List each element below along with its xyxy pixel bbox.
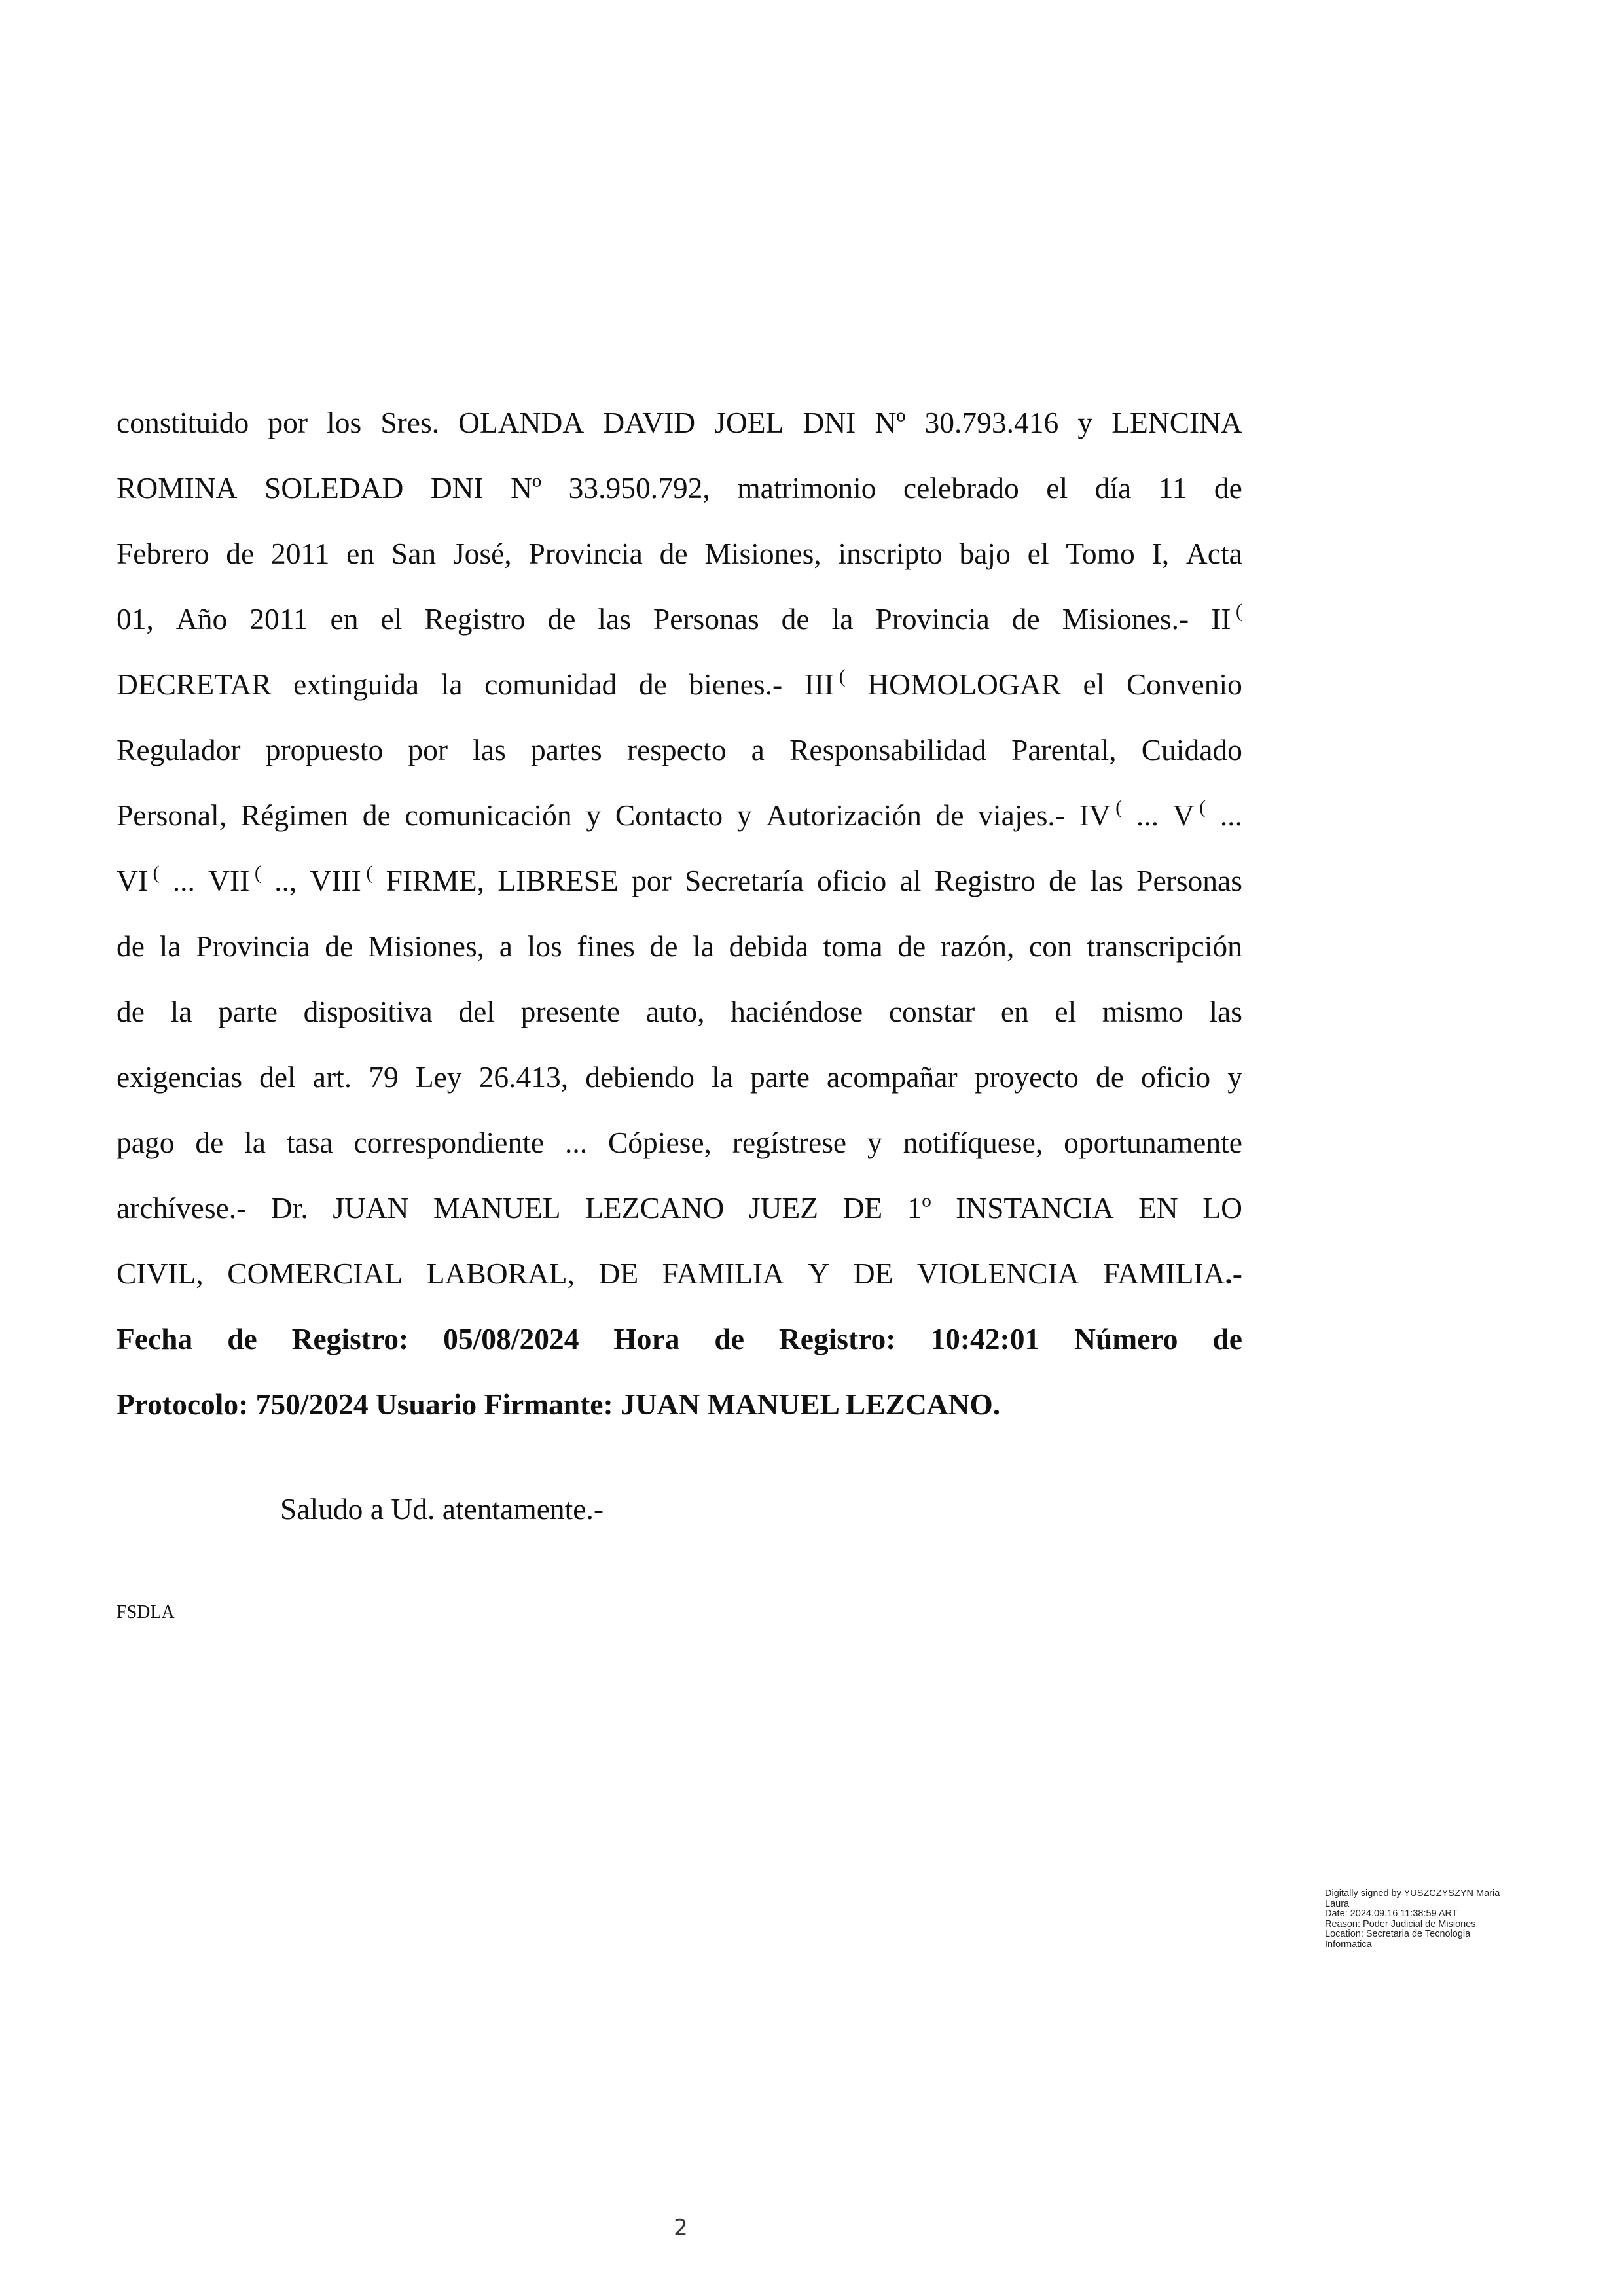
text-word: Registro: bbox=[291, 1322, 409, 1355]
text-word: SOLEDAD bbox=[264, 471, 404, 505]
text-word: Fecha bbox=[117, 1322, 193, 1355]
text-word: la bbox=[831, 602, 854, 636]
text-word: de bbox=[117, 995, 145, 1028]
text-word: de bbox=[1214, 471, 1242, 505]
text-word: el bbox=[1083, 668, 1105, 701]
text-line bbox=[117, 1045, 1242, 1110]
text-word: 26.413, bbox=[478, 1060, 569, 1094]
digital-signature-block bbox=[1325, 1889, 1547, 1950]
text-line bbox=[117, 848, 1242, 914]
text-word: fines bbox=[577, 929, 635, 963]
text-word: Acta bbox=[1185, 537, 1242, 570]
text-word: 1º bbox=[907, 1191, 931, 1225]
text-line bbox=[117, 1110, 1242, 1175]
text-word: 30.793.416 bbox=[924, 406, 1059, 439]
text-word: José, bbox=[452, 537, 512, 570]
signature-location-cont: Informatica bbox=[1325, 1939, 1372, 1950]
text-word: y bbox=[1077, 406, 1093, 439]
text-word: los bbox=[527, 929, 562, 963]
text-word: toma bbox=[823, 929, 883, 963]
text-word: la bbox=[441, 668, 463, 701]
text-word: Año bbox=[175, 602, 228, 636]
text-word: de bbox=[226, 537, 255, 570]
text-word: la bbox=[244, 1126, 266, 1159]
signature-date: Date: 2024.09.16 11:38:59 ART bbox=[1325, 1909, 1458, 1919]
text-word: por bbox=[408, 733, 448, 766]
resolution-text bbox=[117, 390, 1242, 1437]
text-word: constituido bbox=[117, 406, 249, 439]
text-word: Número bbox=[1074, 1322, 1178, 1355]
text-word: JOEL bbox=[714, 406, 784, 439]
text-word: de bbox=[649, 929, 678, 963]
text-word: debida bbox=[729, 929, 808, 963]
text-word: la bbox=[712, 1060, 733, 1094]
parenthesis-mark: ( bbox=[834, 666, 846, 687]
text-word: V ( bbox=[1172, 797, 1206, 832]
text-word: LEZCANO bbox=[585, 1191, 725, 1225]
text-word: y bbox=[586, 798, 602, 832]
text-word: Misiones, bbox=[704, 537, 821, 570]
text-word: comunidad bbox=[484, 668, 617, 701]
text-word: y bbox=[867, 1126, 882, 1159]
text-word: de bbox=[935, 798, 964, 832]
text-word: proyecto bbox=[974, 1060, 1079, 1094]
text-word: bajo bbox=[959, 537, 1011, 570]
text-word: oficio bbox=[1140, 1060, 1211, 1094]
text-word: comunicación bbox=[405, 798, 572, 832]
text-word: HOMOLOGAR bbox=[867, 668, 1061, 701]
text-word: Cuidado bbox=[1141, 733, 1242, 766]
text-word: pago bbox=[117, 1126, 175, 1159]
text-word: Personal, bbox=[117, 798, 227, 832]
text-word: matrimonio bbox=[737, 471, 876, 505]
parenthesis-mark: ( bbox=[1194, 797, 1206, 818]
text-word: de bbox=[1095, 1060, 1124, 1094]
text-line bbox=[117, 586, 1242, 652]
text-word: partes bbox=[531, 733, 602, 766]
text-line bbox=[117, 717, 1242, 783]
text-word: el bbox=[1055, 995, 1077, 1028]
text-word: propuesto bbox=[265, 733, 384, 766]
text-word: por bbox=[632, 864, 672, 897]
text-word: Provincia bbox=[875, 602, 990, 636]
text-word: del bbox=[259, 1060, 296, 1094]
text-word: de bbox=[117, 929, 145, 963]
text-word: constar bbox=[888, 995, 975, 1028]
text-line-last bbox=[117, 1372, 1242, 1437]
text-line bbox=[117, 1175, 1242, 1241]
text-word: EN bbox=[1138, 1191, 1178, 1225]
text-word: la bbox=[170, 995, 192, 1028]
text-word: acompañar bbox=[827, 1060, 958, 1094]
text-word: tasa bbox=[286, 1126, 333, 1159]
text-word: y bbox=[736, 798, 752, 832]
text-word: de bbox=[325, 929, 353, 963]
text-word: 79 bbox=[369, 1060, 399, 1094]
text-word: 2011 bbox=[249, 602, 308, 636]
parenthesis-mark: ( bbox=[361, 862, 373, 884]
parenthesis-mark: ( bbox=[249, 862, 261, 884]
text-word: .., bbox=[274, 864, 297, 897]
text-word: Autorización bbox=[766, 798, 922, 832]
text-word: OLANDA bbox=[458, 406, 585, 439]
text-word: bienes.- bbox=[689, 668, 783, 701]
text-word: con bbox=[1029, 929, 1072, 963]
text-word: exigencias bbox=[117, 1060, 243, 1094]
text-word: Responsabilidad bbox=[789, 733, 986, 766]
text-word: Registro bbox=[424, 602, 526, 636]
text-word: en bbox=[1000, 995, 1029, 1028]
text-word: VIII ( bbox=[310, 862, 373, 897]
text-word: respecto bbox=[626, 733, 727, 766]
text-word: Nº bbox=[875, 406, 906, 439]
text-word: las bbox=[473, 733, 506, 766]
text-word: presente bbox=[520, 995, 621, 1028]
text-word: Hora bbox=[613, 1322, 680, 1355]
text-word: la bbox=[693, 929, 714, 963]
text-word: celebrado bbox=[903, 471, 1019, 505]
text-word: la bbox=[159, 929, 181, 963]
text-line bbox=[117, 1306, 1242, 1372]
text-word: Registro: bbox=[778, 1322, 896, 1355]
text-word: correspondiente bbox=[353, 1126, 545, 1159]
text-word: FAMILIA.- bbox=[1103, 1257, 1242, 1290]
text-word: haciéndose bbox=[731, 995, 863, 1028]
text-word: 2011 bbox=[271, 537, 330, 570]
text-word: viajes.- bbox=[978, 798, 1065, 832]
text-word: COMERCIAL bbox=[227, 1257, 403, 1290]
text-word: DNI bbox=[803, 406, 856, 439]
text-word: Febrero bbox=[117, 537, 209, 570]
text-word: Provincia bbox=[528, 537, 643, 570]
text-word: 10:42:01 bbox=[930, 1322, 1040, 1355]
text-word: CIVIL, bbox=[117, 1257, 204, 1290]
text-word: LENCINA bbox=[1111, 406, 1242, 439]
text-word: de bbox=[1212, 1322, 1242, 1355]
text-word: ... bbox=[172, 864, 195, 897]
text-line bbox=[117, 783, 1242, 848]
text-word: notifíquese, bbox=[903, 1126, 1043, 1159]
text-word: DECRETAR bbox=[117, 668, 272, 701]
text-word: de bbox=[1011, 602, 1040, 636]
text-word: razón, bbox=[940, 929, 1015, 963]
text-word: DE bbox=[853, 1257, 893, 1290]
text-word: LIBRESE bbox=[497, 864, 619, 897]
text-word: VII ( bbox=[208, 862, 261, 897]
text-word: Misiones, bbox=[367, 929, 485, 963]
text-word: LABORAL, bbox=[426, 1257, 575, 1290]
text-word: de bbox=[714, 1322, 744, 1355]
text-word: VIOLENCIA bbox=[916, 1257, 1079, 1290]
text-word: en bbox=[330, 602, 359, 636]
text-word: DAVID bbox=[603, 406, 696, 439]
text-word: de bbox=[227, 1322, 257, 1355]
parenthesis-mark: ( bbox=[1110, 797, 1123, 818]
text-word: oficio bbox=[817, 864, 887, 897]
text-word: Personas bbox=[653, 602, 759, 636]
text-word: 11 bbox=[1158, 471, 1187, 505]
text-line bbox=[117, 1241, 1242, 1306]
text-word: II ( bbox=[1211, 600, 1242, 636]
text-word: DE bbox=[842, 1191, 883, 1225]
text-word: de bbox=[195, 1126, 224, 1159]
text-word: las bbox=[1209, 995, 1242, 1028]
text-word: Sres. bbox=[380, 406, 440, 439]
text-word: Ley bbox=[415, 1060, 462, 1094]
text-word: transcripción bbox=[1087, 929, 1242, 963]
text-word: Convenio bbox=[1126, 668, 1242, 701]
text-word: Parental, bbox=[1011, 733, 1117, 766]
text-word: Registro bbox=[934, 864, 1036, 897]
text-word: ROMINA bbox=[117, 471, 238, 505]
text-word: Dr. bbox=[270, 1191, 308, 1225]
page-number: 2 bbox=[674, 2215, 688, 2241]
text-word: archívese.- bbox=[117, 1191, 247, 1225]
text-word: al bbox=[899, 864, 922, 897]
text-word: San bbox=[391, 537, 437, 570]
text-word: auto, bbox=[645, 995, 705, 1028]
text-word: DE bbox=[598, 1257, 639, 1290]
text-word: LO bbox=[1202, 1191, 1242, 1225]
parenthesis-mark: ( bbox=[1231, 600, 1242, 622]
text-line bbox=[117, 521, 1242, 586]
text-word: ... bbox=[1219, 798, 1242, 832]
text-word: el bbox=[380, 602, 403, 636]
text-line bbox=[117, 914, 1242, 979]
text-word: FIRME, bbox=[386, 864, 485, 897]
text-word: FAMILIA bbox=[662, 1257, 784, 1290]
text-word: parte bbox=[218, 995, 278, 1028]
text-word: del bbox=[458, 995, 495, 1028]
text-word: dispositiva bbox=[303, 995, 433, 1028]
text-word: Cópiese, bbox=[607, 1126, 712, 1159]
text-word: VI ( bbox=[117, 862, 160, 897]
text-word: de bbox=[547, 602, 576, 636]
text-word: de bbox=[781, 602, 810, 636]
protocol-line: Protocolo: 750/2024 Usuario Firmante: JUAN MANUEL LEZCANO. bbox=[117, 1388, 1001, 1421]
text-word: III ( bbox=[804, 666, 846, 701]
text-word: de bbox=[659, 537, 688, 570]
text-word: a bbox=[751, 733, 765, 766]
text-word: Tomo bbox=[1066, 537, 1135, 570]
signature-location: Location: Secretaria de Tecnologia bbox=[1325, 1929, 1471, 1939]
text-word: INSTANCIA bbox=[956, 1191, 1114, 1225]
text-word: ... bbox=[564, 1126, 588, 1159]
text-word: el bbox=[1027, 537, 1049, 570]
text-word: DNI bbox=[430, 471, 484, 505]
text-word: MANUEL bbox=[433, 1191, 561, 1225]
text-word: Contacto bbox=[615, 798, 723, 832]
text-word: extinguida bbox=[293, 668, 420, 701]
text-word: I, bbox=[1151, 537, 1170, 570]
text-word: debiendo bbox=[585, 1060, 695, 1094]
text-word: de bbox=[638, 668, 667, 701]
text-line bbox=[117, 390, 1242, 456]
text-word: 05/08/2024 bbox=[443, 1322, 579, 1355]
signature-signer: Digitally signed by YUSZCZYSZYN Maria bbox=[1325, 1888, 1500, 1899]
text-word: Secretaría bbox=[685, 864, 804, 897]
text-word: 01, bbox=[117, 602, 154, 636]
text-word: inscripto bbox=[838, 537, 943, 570]
text-word: Y bbox=[808, 1257, 830, 1290]
text-word: de bbox=[897, 929, 926, 963]
text-word: JUEZ bbox=[748, 1191, 819, 1225]
text-word: Nº bbox=[511, 471, 542, 505]
text-word: de bbox=[1049, 864, 1077, 897]
text-line bbox=[117, 979, 1242, 1045]
text-word: parte bbox=[750, 1060, 810, 1094]
text-word: art. bbox=[312, 1060, 352, 1094]
text-word: Régimen bbox=[240, 798, 349, 832]
text-word: oportunamente bbox=[1064, 1126, 1242, 1159]
text-word: JUAN bbox=[333, 1191, 409, 1225]
signature-reason: Reason: Poder Judicial de Misiones bbox=[1325, 1918, 1476, 1929]
text-word: Misiones.- bbox=[1062, 602, 1189, 636]
text-word: el bbox=[1046, 471, 1068, 505]
text-word: de bbox=[362, 798, 391, 832]
signature-signer-cont: Laura bbox=[1325, 1898, 1350, 1909]
text-word: Provincia bbox=[196, 929, 310, 963]
text-word: regístrese bbox=[732, 1126, 847, 1159]
text-word: las bbox=[1090, 864, 1123, 897]
text-line bbox=[117, 456, 1242, 521]
author-initials: FSDLA bbox=[117, 1602, 175, 1623]
text-line bbox=[117, 652, 1242, 717]
text-word: en bbox=[346, 537, 375, 570]
text-word: a bbox=[499, 929, 513, 963]
text-word: los bbox=[327, 406, 362, 439]
text-word: Regulador bbox=[117, 733, 241, 766]
text-word: por bbox=[268, 406, 308, 439]
parenthesis-mark: ( bbox=[148, 862, 160, 884]
text-word: mismo bbox=[1102, 995, 1183, 1028]
text-word: Personas bbox=[1136, 864, 1242, 897]
text-word: día bbox=[1094, 471, 1132, 505]
text-word: 33.950.792, bbox=[568, 471, 710, 505]
text-word: ... bbox=[1136, 798, 1159, 832]
text-word: y bbox=[1227, 1060, 1242, 1094]
text-word: las bbox=[598, 602, 631, 636]
closing-salutation: Saludo a Ud. atentamente.- bbox=[280, 1492, 604, 1526]
text-word: IV ( bbox=[1079, 797, 1123, 832]
